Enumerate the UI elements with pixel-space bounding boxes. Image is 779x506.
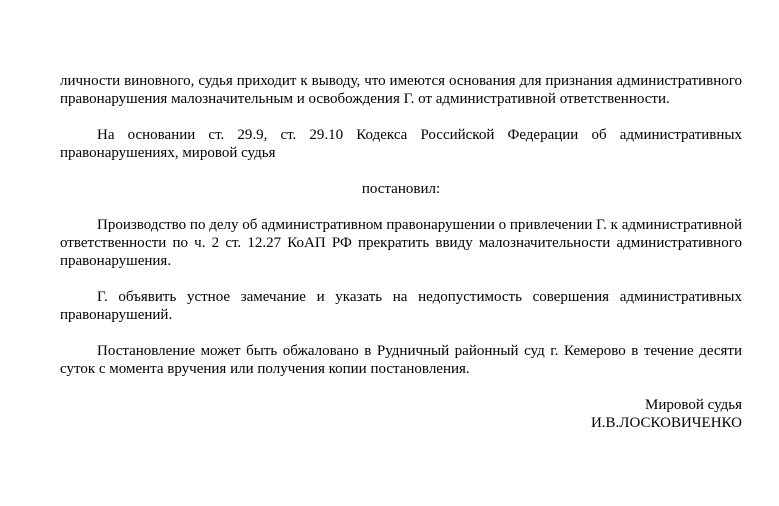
signature-name: И.В.ЛОСКОВИЧЕНКО xyxy=(590,415,742,431)
paragraph-conclusion: личности виновного, судья приходит к выводу, что имеются основания для признания административного правонарушения малозначительным и освобождения Г. от административной ответственности. xyxy=(60,73,742,107)
paragraph-warning: Г. объявить устное замечание и указать на недопустимость совершения административных правонарушений. xyxy=(60,289,742,323)
paragraph-termination: Производство по делу об административном правонарушении о привлечении Г. к административной ответственности по ч. 2 ст. 12.27 КоАП РФ прекратить ввиду малозначительности административного правонарушения. xyxy=(60,217,742,269)
paragraph-appeal: Постановление может быть обжаловано в Рудничный районный суд г. Кемерово в течение десяти суток с момента вручения или получения копии постановления. xyxy=(60,343,742,377)
resolution-heading: постановил: xyxy=(361,181,441,197)
signature-block xyxy=(60,396,742,432)
document-page xyxy=(60,72,742,432)
paragraph-legal-basis: На основании ст. 29.9, ст. 29.10 Кодекса Российской Федерации об административных правонарушениях, мировой судья xyxy=(60,127,742,161)
signature-title: Мировой судья xyxy=(644,397,742,413)
